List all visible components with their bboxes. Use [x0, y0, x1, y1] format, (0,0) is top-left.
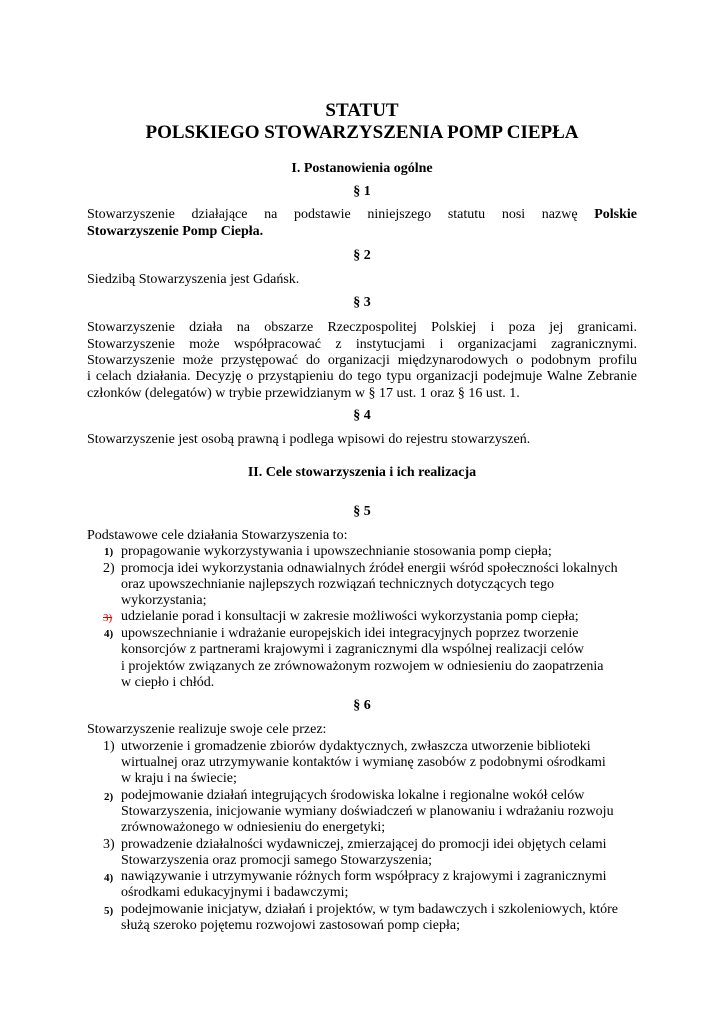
- paragraph-3-line: Stowarzyszenie działa na obszarze Rzeczpospolitej Polskiej i poza jej granicami.: [87, 320, 637, 335]
- paragraph-4-text: Stowarzyszenie jest osobą prawną i podlega wpisowi do rejestru stowarzyszeń.: [87, 432, 531, 447]
- list-number: 4): [104, 628, 114, 640]
- section-sign-5: § 5: [353, 504, 371, 519]
- association-name-part2: Stowarzyszenie Pomp Ciepła.: [87, 224, 264, 239]
- list-number: 4): [104, 872, 114, 884]
- paragraph-3-line: Stowarzyszenie może współpracować z instytucjami i organizacjami zagranicznymi.: [87, 337, 637, 352]
- chapter-heading-2: II. Cele stowarzyszenia i ich realizacja: [247, 465, 477, 480]
- paragraph-1-text: Stowarzyszenie działające na podstawie niniejszego statutu nosi nazwę: [87, 207, 578, 222]
- list-number: 3): [103, 837, 115, 852]
- list-item-line: w kraju i na świecie;: [121, 771, 237, 786]
- list-item-line: w ciepło i chłód.: [121, 675, 215, 690]
- list-item-line: konsorcjów z partnerami krajowymi i zagranicznymi dla wspólnej realizacji celów: [121, 642, 584, 657]
- section-sign-1: § 1: [353, 184, 371, 199]
- list-item-line: wykorzystania;: [121, 593, 207, 608]
- paragraph-1-line2: [87, 223, 637, 240]
- list-number-struck: 3): [103, 612, 113, 624]
- section-sign-4: § 4: [353, 408, 371, 423]
- list-number: 5): [104, 905, 114, 917]
- paragraph-2-text: Siedzibą Stowarzyszenia jest Gdańsk.: [87, 272, 300, 287]
- list-item-line: oraz upowszechnianie najlepszych rozwiązań technicznych dotyczących tego: [121, 577, 555, 592]
- section-sign-6: § 6: [353, 698, 371, 713]
- paragraph-6-intro: Stowarzyszenie realizuje swoje cele przez:: [87, 722, 327, 737]
- list-item-line: podejmowanie inicjatyw, działań i projektów, w tym badawczych i szkoleniowych, które: [121, 902, 618, 917]
- list-item-line: prowadzenie działalności wydawniczej, zmierzającej do promocji idei objętych celami: [121, 837, 607, 852]
- paragraph-3-line: i celach działania. Decyzję o przystąpieniu do tego typu organizacji podejmuje Walne Zebranie: [87, 369, 637, 384]
- list-item-line: Stowarzyszenia oraz promocji samego Stowarzyszenia;: [121, 853, 433, 868]
- list-number: 2): [103, 561, 115, 576]
- list-item-line: służą szeroko pojętemu rozwojowi zastosowań pomp ciepła;: [121, 918, 461, 933]
- list-item-line: udzielanie porad i konsultacji w zakresie możliwości wykorzystania pomp ciepła;: [121, 609, 579, 624]
- list-item-line: Stowarzyszenia, inicjowanie wymiany doświadczeń w planowaniu i wdrażaniu rozwoju: [121, 804, 614, 819]
- chapter-heading-1: I. Postanowienia ogólne: [291, 161, 433, 176]
- list-number: 2): [104, 791, 114, 803]
- paragraph-3-line: członków (delegatów) w trybie przewidzianym w § 17 ust. 1 oraz § 16 ust. 1.: [87, 386, 520, 401]
- list-item-line: ośrodkami edukacyjnymi i badawczymi;: [121, 885, 349, 900]
- paragraph-3-line: Stowarzyszenie może przystępować do organizacji międzynarodowych o podobnym profilu: [87, 353, 637, 368]
- list-item-line: propagowanie wykorzystywania i upowszechnianie stosowania pomp ciepła;: [121, 544, 552, 559]
- list-number: 1): [104, 546, 114, 558]
- list-number: 1): [103, 739, 115, 754]
- document-title-line2: POLSKIEGO STOWARZYSZENIA POMP CIEPŁA: [145, 122, 579, 143]
- list-item-line: i projektów związanych ze zrównoważonym rozwojem w odniesieniu do zaopatrzenia: [121, 659, 604, 674]
- list-item-line: nawiązywanie i utrzymywanie różnych form współpracy z krajowymi i zagranicznymi: [121, 869, 607, 884]
- paragraph-1-line1: [87, 206, 637, 223]
- list-item-line: upowszechnianie i wdrażanie europejskich idei integracyjnych poprzez tworzenie: [121, 626, 579, 641]
- list-item-line: zrównoważonego w odniesieniu do energetyki;: [121, 820, 386, 835]
- list-item-line: promocja idei wykorzystania odnawialnych źródeł energii wśród społeczności lokalnych: [121, 561, 618, 576]
- paragraph-5-intro: Podstawowe cele działania Stowarzyszenia to:: [87, 528, 348, 543]
- list-item-line: wirtualnej oraz utrzymywanie kontaktów i wymianę zasobów z podobnymi ośrodkami: [121, 755, 606, 770]
- association-name-part1: Polskie: [594, 207, 637, 222]
- list-item-line: podejmowanie działań integrujących środowiska lokalne i regionalne wokół celów: [121, 788, 585, 803]
- list-item-line: utworzenie i gromadzenie zbiorów dydaktycznych, zwłaszcza utworzenie biblioteki: [121, 739, 591, 754]
- document-title-line1: STATUT: [325, 100, 399, 121]
- section-sign-3: § 3: [353, 295, 371, 310]
- section-sign-2: § 2: [353, 248, 371, 263]
